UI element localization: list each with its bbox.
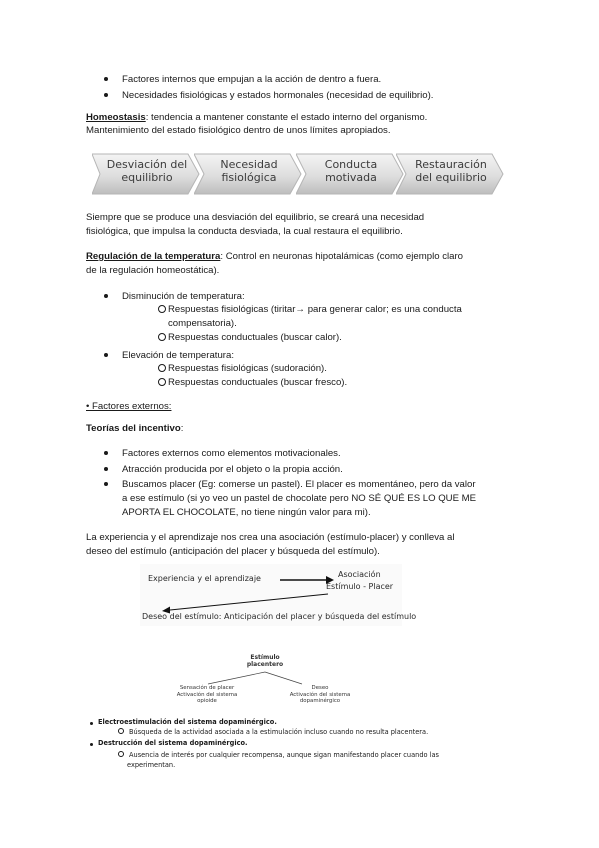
learning-line1: La experiencia y el aprendizaje nos crea una asociación (estímulo-placer) y conlleva al (86, 532, 455, 543)
bullet-dot (104, 353, 108, 357)
bullet-dot (104, 77, 108, 81)
homeostasis-line2: Mantenimiento del estado fisiológico dentro de unos límites apropiados. (86, 125, 391, 136)
regulation-line2: de la regulación homeostática). (86, 265, 220, 276)
bullet-dot (90, 743, 93, 746)
process-step (92, 152, 200, 196)
process-step-label: Desviación del equilibrio (106, 158, 188, 184)
experiment-sub: Búsqueda de la actividad asociada a la estimulación incluso cuando no resulta placentera. (118, 728, 428, 737)
tree-left-node: Sensación de placer Activación del sistema opioide (176, 685, 238, 705)
bullet-dot (90, 722, 93, 725)
tree-right-node: Deseo Activación del sistema dopaminérgico (289, 685, 351, 705)
regulation-definition: Regulación de la temperatura: Control en neuronas hipotalámicas (como ejemplo claro (86, 251, 463, 262)
circle-bullet-icon (118, 751, 124, 757)
summary-line1: Siempre que se produce una desviación del equilibrio, se creará una necesidad (86, 212, 425, 223)
tree-root: Estímulo placentero (246, 654, 284, 668)
circle-bullet-icon (158, 364, 166, 372)
process-step-label: Conducta motivada (324, 158, 378, 184)
bullet-dot (104, 467, 108, 471)
temp-decrease-sub-cont: compensatoria). (168, 318, 237, 329)
temp-decrease-sub: Respuestas conductuales (buscar calor). (158, 331, 342, 344)
circle-bullet-icon (118, 728, 124, 734)
incentive-bullet-cont: APORTA EL CHOCOLATE, no tiene ningún valor para mi). (122, 507, 371, 518)
incentive-bullet: Buscamos placer (Eg: comerse un pastel). El placer es momentáneo, pero da valor (122, 479, 476, 490)
incentive-bullet: Atracción producida por el objeto o la propia acción. (122, 464, 343, 475)
bullet-dot (104, 451, 108, 455)
process-step (296, 152, 404, 196)
incentive-bullet-cont: a ese estímulo (si yo veo un pastel de chocolate pero NO SÉ QUÉ ES LO QUE ME (122, 493, 477, 504)
temp-increase-sub: Respuestas fisiológicas (sudoración). (158, 362, 327, 375)
stimulus-tree-diagram (150, 652, 380, 712)
external-factors-heading: • Factores externos: (86, 401, 172, 412)
learning-line2: deseo del estímulo (anticipación del placer y búsqueda del estímulo). (86, 546, 380, 557)
process-step (396, 152, 504, 196)
homeostasis-term: Homeostasis (86, 112, 146, 123)
circle-bullet-icon (158, 305, 166, 313)
circle-bullet-icon (158, 333, 166, 341)
association-diagram (140, 564, 417, 626)
circle-bullet-icon (158, 378, 166, 386)
bullet-text: Necesidades fisiológicas y estados hormonales (necesidad de equilibrio). (122, 90, 434, 101)
assoc-left-label: Experiencia y el aprendizaje (148, 574, 261, 583)
temp-increase: Elevación de temperatura: (122, 350, 234, 361)
process-step (194, 152, 302, 196)
bullet-text: Factores internos que empujan a la acción de dentro a fuera. (122, 74, 382, 85)
bullet-dot (104, 482, 108, 486)
homeostasis-process-diagram (92, 152, 504, 196)
summary-line2: fisiológica, que impulsa la conducta desviada, la cual restaura el equilibrio. (86, 226, 403, 237)
regulation-term: Regulación de la temperatura (86, 251, 221, 262)
temp-increase-sub: Respuestas conductuales (buscar fresco). (158, 376, 347, 389)
bullet-dot (104, 93, 108, 97)
temp-decrease-sub: Respuestas fisiológicas (tiritar→ para generar calor; es una conducta (158, 303, 462, 316)
temp-decrease: Disminución de temperatura: (122, 291, 245, 302)
assoc-right-label: Asociación (338, 570, 381, 579)
experiment-sub: Ausencia de interés por cualquier recompensa, aunque sigan manifestando placer cuando las (118, 751, 439, 760)
assoc-bottom-label: Deseo del estímulo: Anticipación del placer y búsqueda del estímulo (142, 612, 417, 621)
process-step-label: Restauración del equilibrio (415, 158, 487, 184)
incentive-heading: Teorías del incentivo: (86, 423, 184, 434)
experiment-sub-cont: experimentan. (127, 761, 176, 769)
bullet-dot (104, 294, 108, 298)
experiment-item: Destrucción del sistema dopaminérgico. (98, 739, 248, 747)
experiment-item: Electroestimulación del sistema dopaminérgico. (98, 718, 277, 726)
assoc-right-sublabel: Estímulo - Placer (326, 582, 394, 591)
process-step-label: Necesidad fisiológica (220, 158, 278, 184)
incentive-bullet: Factores externos como elementos motivacionales. (122, 448, 341, 459)
homeostasis-definition: Homeostasis: tendencia a mantener constante el estado interno del organismo. (86, 112, 428, 123)
